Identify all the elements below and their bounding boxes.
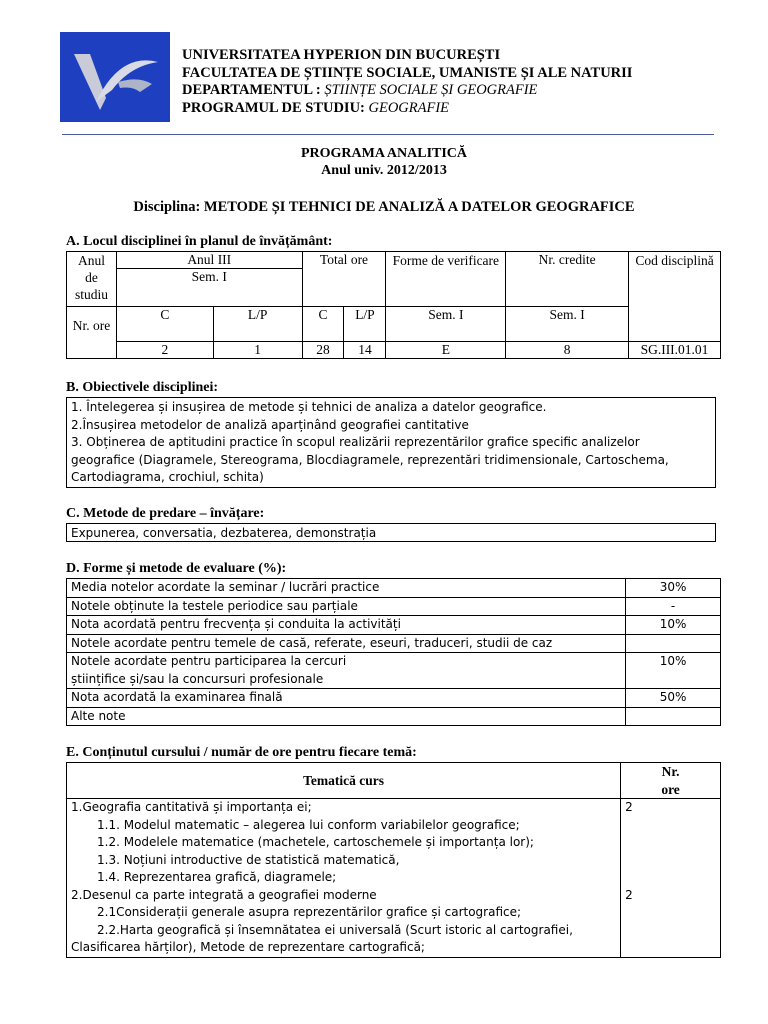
table-row [67, 689, 721, 708]
evaluation-label: Media notelor acordate la seminar / lucrări practice [67, 579, 626, 598]
evaluation-label: Notele acordate pentru temele de casă, referate, eseuri, traduceri, studii de caz [67, 634, 626, 653]
table-row [67, 653, 721, 689]
document-title: PROGRAMA ANALITICĂ [300, 146, 468, 161]
value-total-c: 28 [302, 342, 344, 359]
evaluation-label: Nota acordată pentru frecvența și conduita la activități [67, 616, 626, 635]
header-block [182, 47, 632, 117]
table-row [67, 579, 721, 598]
course-subtopic: 1.3. Noțiuni introductive de statistică matematică, [97, 852, 400, 867]
department-value: ȘTIINȚE SOCIALE ȘI GEOGRAFIE [324, 82, 538, 98]
objective-line: geografice (Diagramele, Stereograma, Blocdiagramele, reprezentări tridimensionale, Cartoschema, [71, 452, 669, 467]
department-label: DEPARTAMENTUL : [182, 82, 325, 98]
header-total-ore: Total ore [302, 252, 386, 307]
value-total-lp: 14 [344, 342, 386, 359]
header-total-lp: L/P [344, 307, 386, 342]
header-nr-credite: Nr. credite [506, 252, 629, 307]
value-credite: 8 [506, 342, 629, 359]
section-b-title: B. Obiectivele disciplinei: [66, 380, 219, 395]
course-subtopic: 1.1. Modelul matematic – alegerea lui conform variabilelor geografice; [97, 817, 520, 832]
section-d-title: D. Forme și metode de evaluare (%): [66, 561, 287, 576]
value-lp: 1 [213, 342, 302, 359]
table-row [67, 616, 721, 635]
header-ore: ore [661, 781, 680, 797]
evaluation-value: 10% [626, 616, 721, 635]
header-forme-sem: Sem. I [386, 307, 506, 342]
header-anul-de-studiu: Anul de studiu [67, 252, 117, 307]
header-c: C [116, 307, 213, 342]
header-nr-ore: Nr. ore [67, 307, 117, 359]
logo-emblem-icon [60, 32, 170, 122]
header-tematica-curs: Tematică curs [67, 763, 621, 799]
header-anul-iii: Anul III [116, 252, 302, 269]
evaluation-value: 50% [626, 689, 721, 708]
header-forme-verificare: Forme de verificare [386, 252, 506, 307]
evaluation-table [66, 578, 721, 726]
table-row [67, 799, 721, 958]
discipline-value: METODE ȘI TEHNICI DE ANALIZĂ A DATELOR GEOGRAFICE [203, 199, 635, 215]
evaluation-label: Notele obținute la testele periodice sau parțiale [67, 597, 626, 616]
header-sem-i: Sem. I [116, 269, 302, 307]
objective-line: 1. Întelegerea și insușirea de metode și tehnici de analiza a datelor geografice. [71, 400, 547, 414]
teaching-methods-box [66, 523, 716, 542]
course-topic: 2.Desenul ca parte integrată a geografiei moderne [71, 887, 377, 902]
evaluation-value [626, 634, 721, 653]
course-topic: 1.Geografia cantitativă și importanța ei; [71, 800, 312, 814]
table-row [67, 634, 721, 653]
evaluation-label-line: științifice și/sau la concursuri profesionale [71, 671, 324, 686]
program-value: GEOGRAFIE [368, 99, 450, 116]
table-row [67, 597, 721, 616]
evaluation-label: Nota acordată la examinarea finală [67, 689, 626, 708]
program-line [182, 100, 632, 118]
header-divider [62, 134, 714, 135]
course-subtopic: 1.2. Modelele matematice (machetele, cartoschemele și importanța lor); [97, 835, 534, 849]
evaluation-label [67, 653, 626, 689]
header-cod-disciplina: Cod disciplină [629, 252, 721, 342]
evaluation-value: 30% [626, 579, 721, 598]
evaluation-value: 10% [626, 653, 721, 689]
table-row [67, 707, 721, 726]
evaluation-value [626, 707, 721, 726]
evaluation-label-line: Notele acordate pentru participarea la cercuri [71, 654, 347, 668]
academic-year: Anul univ. 2012/2013 [321, 163, 447, 178]
header-nr: Nr. [661, 764, 680, 779]
university-logo [60, 32, 170, 122]
course-hours-cell [621, 799, 721, 958]
evaluation-value: - [626, 597, 721, 616]
course-hours: 2 [625, 800, 633, 814]
teaching-methods-text: Expunerea, conversatia, dezbaterea, demonstrația [71, 526, 377, 540]
course-subtopic: 1.4. Reprezentarea grafică, diagramele; [97, 870, 337, 884]
program-label: PROGRAMUL DE STUDIU: [182, 99, 369, 116]
objective-line: 2.Însușirea metodelor de analiză aparținând geografiei cantitative [71, 417, 469, 432]
section-e-title: E. Conținutul cursului / număr de ore pentru fiecare temă: [66, 745, 417, 760]
value-c: 2 [116, 342, 213, 359]
course-hours: 2 [625, 887, 633, 902]
header-total-c: C [302, 307, 344, 342]
department-line [182, 82, 632, 100]
course-subtopic: 2.2.Harta geografică și însemnătatea ei universală (Scurt istoric al cartografiei, [97, 922, 573, 937]
faculty-name: FACULTATEA DE ȘTIINȚE SOCIALE, UMANISTE ȘI ALE NATURII [182, 64, 633, 81]
header-nr-ore-e [621, 763, 721, 799]
section-a-title: A. Locul disciplinei în planul de învățământ: [66, 234, 333, 249]
objective-line: Cartodiagrama, crochiul, schita) [71, 470, 264, 484]
section-a-table [66, 251, 721, 359]
header-lp: L/P [213, 307, 302, 342]
objective-line: 3. Obținerea de aptitudini practice în scopul realizării reprezentărilor grafice specific analizelor [71, 435, 640, 449]
course-content-table [66, 762, 721, 958]
value-cod: SG.III.01.01 [629, 342, 721, 359]
university-name: UNIVERSITATEA HYPERION DIN BUCUREȘTI [182, 47, 501, 63]
section-c-title: C. Metode de predare – învățare: [66, 506, 265, 521]
course-subtopic: 2.1Considerații generale asupra reprezentărilor grafice și cartografice; [97, 905, 522, 919]
objectives-box [66, 397, 716, 488]
header-credite-sem: Sem. I [506, 307, 629, 342]
course-topic-block [67, 799, 621, 958]
discipline-label: Disciplina: [133, 199, 204, 215]
discipline-line [0, 199, 768, 216]
evaluation-label: Alte note [67, 707, 626, 726]
course-subtopic: Clasificarea hărților), Metode de reprezentare cartografică; [71, 940, 425, 954]
value-forme: E [386, 342, 506, 359]
